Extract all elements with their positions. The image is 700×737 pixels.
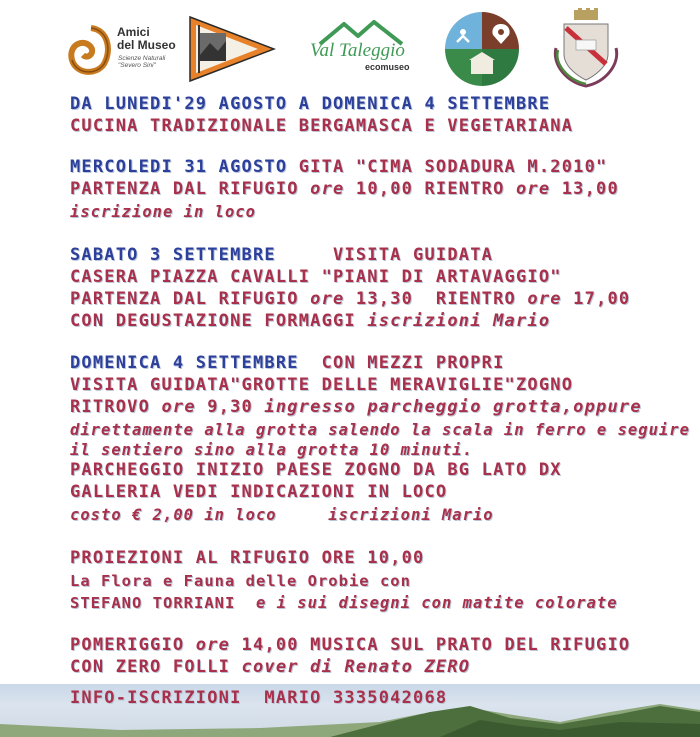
text-segment: ore (195, 635, 231, 655)
text-segment: ore (527, 289, 562, 309)
text-segment: ore (515, 179, 551, 199)
text-segment: MERCOLEDI 31 AGOSTO (70, 157, 299, 177)
text-segment: DOMENICA 4 SETTEMBRE (70, 353, 299, 373)
caves-cost-line (70, 505, 494, 525)
text-segment: DA LUNEDI'29 AGOSTO A DOMENICA 4 SETTEMBRE (70, 94, 551, 114)
text-segment: 10,00 RIENTRO (344, 179, 516, 199)
projection-topic-line (70, 571, 411, 591)
text-segment: cover di Renato ZERO (241, 657, 471, 677)
tour-times-line (70, 289, 630, 309)
projection-title-line (70, 548, 424, 568)
text-segment: STEFANO TORRIANI (70, 594, 246, 612)
text-segment: iscrizioni Mario (367, 311, 551, 331)
tour-place-line (70, 267, 562, 287)
hike-signup-line (70, 202, 256, 222)
shell-logo (68, 24, 114, 78)
caves-title-line (70, 353, 505, 373)
text-segment: 13,00 (550, 179, 619, 199)
pennant-logo (188, 15, 276, 83)
text-segment: VISITA GUIDATA (275, 245, 494, 265)
date-range-line (70, 94, 550, 114)
cuisine-line (70, 116, 573, 136)
museo-title: Amici del Museo (117, 25, 176, 52)
text-segment: e i sui disegni con matite colorate (245, 594, 618, 612)
caves-parking-line (70, 460, 562, 480)
caves-gallery-line (70, 482, 447, 502)
text-segment: 13,30 RIENTRO (344, 289, 528, 309)
text-segment: CON MEZZI PROPRI (298, 353, 505, 373)
text-segment: CON ZERO FOLLI (70, 657, 242, 677)
text-segment: CASERA PIAZZA CAVALLI "PIANI DI ARTAVAGGIO" (70, 267, 562, 287)
text-segment: iscrizione in loco (70, 203, 256, 221)
tour-tasting-line (70, 311, 550, 331)
caves-place-line (70, 375, 573, 395)
hike-title-line (70, 157, 607, 177)
text-segment: PARTENZA DAL RIFUGIO (70, 179, 311, 199)
text-segment: PROIEZIONI AL RIFUGIO ORE 10,00 (70, 548, 425, 568)
text-segment: PARCHEGGIO INIZIO PAESE ZOGNO DA BG LATO DX (70, 460, 562, 480)
text-segment: INFO-ISCRIZIONI MARIO 3335042068 (70, 688, 448, 708)
caves-directions-line (70, 420, 690, 440)
text-segment: ore (161, 397, 196, 417)
text-segment: La Flora e Fauna delle Orobie con (70, 572, 411, 590)
text-segment: GALLERIA VEDI INDICAZIONI IN LOCO (70, 482, 448, 502)
hike-times-line (70, 179, 619, 199)
info-line (70, 688, 447, 708)
ecomuseo-label: ecomuseo (365, 62, 410, 72)
text-segment: RITROVO (70, 397, 162, 417)
text-segment: costo € 2,00 in loco iscrizioni Mario (70, 506, 494, 524)
taleggio-title: Val Taleggio (310, 40, 405, 61)
text-segment: ore (310, 179, 345, 199)
text-segment: 9,30 (195, 397, 265, 417)
text-segment: VISITA GUIDATA"GROTTE DELLE MERAVIGLIE"ZOGNO (70, 375, 574, 395)
text-segment: 17,00 (561, 289, 631, 309)
text-segment: CUCINA TRADIZIONALE BERGAMASCA E VEGETARIANA (70, 116, 574, 136)
caves-path-line (70, 440, 473, 460)
text-segment: CON DEGUSTAZIONE FORMAGGI (70, 311, 368, 331)
projection-speaker-line (70, 593, 618, 613)
text-segment: 14,00 MUSICA SUL PRATO DEL RIFUGIO (230, 635, 631, 655)
text-segment: ore (310, 289, 345, 309)
caves-meet-line (70, 397, 642, 417)
text-segment: ingresso parcheggio grotta,oppure (264, 397, 642, 417)
music-title-line (70, 635, 630, 655)
tour-title-line (70, 245, 493, 265)
logo-row (0, 0, 700, 92)
museo-subtitle: Scienze Naturali "Severo Sini" (118, 55, 166, 69)
text-segment: PARTENZA DAL RIFUGIO (70, 289, 311, 309)
text-segment: POMERIGGIO (70, 635, 196, 655)
text-segment: il sentiero sino alla grotta 10 minuti. (70, 441, 473, 459)
text-segment: GITA "CIMA SODADURA M.2010" (298, 157, 608, 177)
coat-of-arms-icon (550, 8, 622, 90)
location-circle-logo (443, 10, 521, 90)
text-segment: SABATO 3 SETTEMBRE (70, 245, 276, 265)
text-segment: direttamente alla grotta salendo la scala in ferro e seguire (70, 421, 690, 439)
music-band-line (70, 657, 470, 677)
